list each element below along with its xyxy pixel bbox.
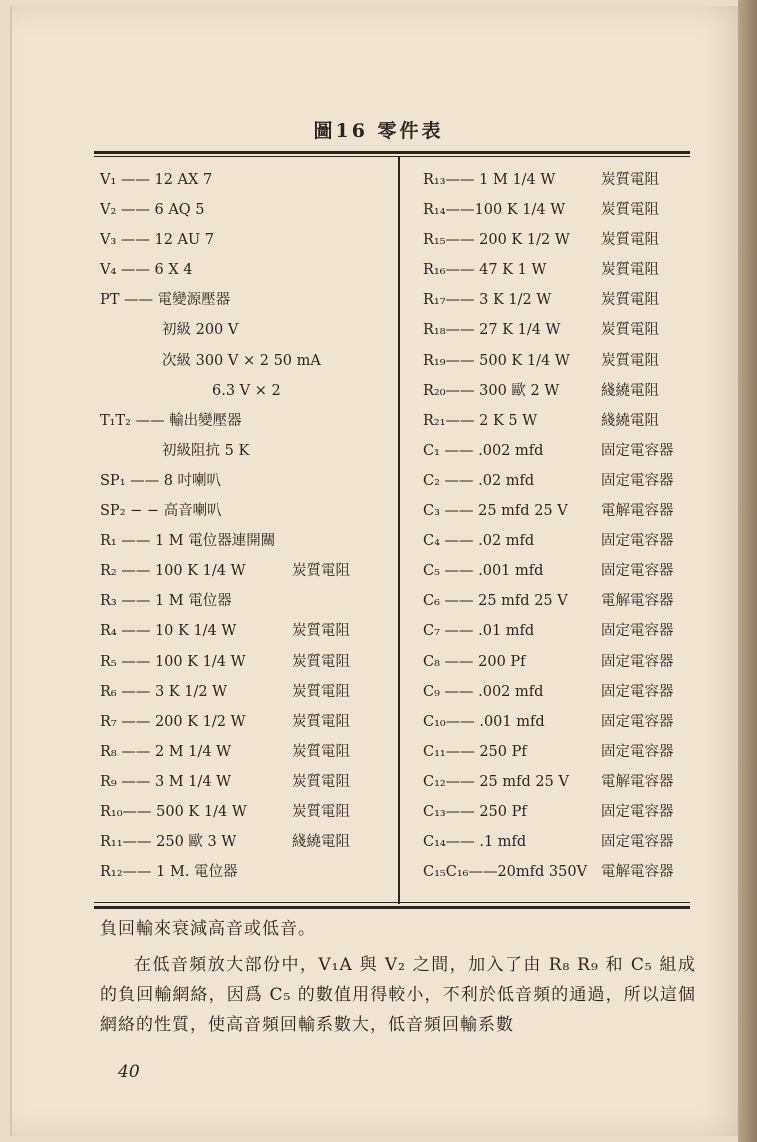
figure-title: 圖16 零件表 <box>313 120 444 142</box>
part-row <box>423 647 685 677</box>
part-row <box>100 315 390 345</box>
part-spec: V₃ —— 12 AU 7 <box>100 232 215 249</box>
part-type: 固定電容器 <box>601 623 674 640</box>
part-spec: R₁₂—— 1 M. 電位器 <box>100 864 238 881</box>
part-row <box>423 556 685 586</box>
part-row <box>100 195 390 225</box>
part-type: 固定電容器 <box>601 683 674 700</box>
part-spec: R₁₁—— 250 歐 3 W <box>100 834 237 851</box>
part-row <box>423 466 685 496</box>
part-type: 炭質電阻 <box>292 803 350 820</box>
part-type: 固定電容器 <box>601 472 674 489</box>
part-spec: C₉ —— .002 mfd <box>423 683 544 700</box>
part-spec: SP₁ —— 8 吋喇叭 <box>100 472 222 489</box>
part-row <box>100 376 390 406</box>
part-row <box>100 496 390 526</box>
part-row <box>423 737 685 767</box>
part-row <box>423 707 685 737</box>
part-row <box>423 496 685 526</box>
part-spec: C₇ —— .01 mfd <box>423 623 535 640</box>
body-paragraph-1: 負回輸來衰減高音或低音。 <box>100 919 316 939</box>
part-row <box>100 466 390 496</box>
part-row <box>423 255 685 285</box>
part-spec: 次級 300 V × 2 50 mA <box>162 352 321 369</box>
part-spec: R₁ —— 1 M 電位器連開關 <box>100 533 276 550</box>
parts-list-left <box>100 165 390 887</box>
part-spec: V₁ —— 12 AX 7 <box>100 172 213 188</box>
part-spec: C₅ —— .001 mfd <box>423 563 544 580</box>
part-spec: C₁₀—— .001 mfd <box>423 713 545 730</box>
part-spec: PT —— 電變源壓器 <box>100 292 231 309</box>
part-row <box>423 346 685 376</box>
part-type: 固定電容器 <box>601 442 674 459</box>
table-column-divider <box>398 156 400 904</box>
part-type: 炭質電阻 <box>601 232 659 249</box>
part-row <box>100 857 390 887</box>
part-row <box>100 556 390 586</box>
part-type: 電解電容器 <box>601 593 674 610</box>
part-spec: C₈ —— 200 Pf <box>423 653 526 670</box>
part-row <box>423 767 685 797</box>
part-spec: R₁₇—— 3 K 1/2 W <box>423 292 552 309</box>
part-type: 固定電容器 <box>601 533 674 550</box>
part-spec: R₉ —— 3 M 1/4 W <box>100 773 232 790</box>
part-spec: C₆ —— 25 mfd 25 V <box>423 593 568 610</box>
part-spec: C₁₁—— 250 Pf <box>423 743 527 760</box>
part-spec: R₄ —— 10 K 1/4 W <box>100 623 237 640</box>
part-type: 炭質電阻 <box>292 653 350 670</box>
part-spec: 初級阻抗 5 K <box>162 442 250 459</box>
table-top-rule <box>94 151 690 154</box>
part-type: 炭質電阻 <box>601 172 659 188</box>
part-row <box>423 797 685 827</box>
part-spec: R₂ —— 100 K 1/4 W <box>100 563 246 580</box>
part-type: 綫繞電阻 <box>601 412 659 429</box>
part-row <box>100 767 390 797</box>
part-spec: R₆ —— 3 K 1/2 W <box>100 683 228 700</box>
part-row <box>423 315 685 345</box>
part-spec: T₁T₂ —— 輸出變壓器 <box>100 412 242 429</box>
part-spec: R₁₃—— 1 M 1/4 W <box>423 172 556 188</box>
part-spec: R₁₅—— 200 K 1/2 W <box>423 232 570 249</box>
part-type: 炭質電阻 <box>601 202 659 219</box>
part-type: 炭質電阻 <box>601 352 659 369</box>
part-spec: R₇ —— 200 K 1/2 W <box>100 713 246 730</box>
part-spec: 初級 200 V <box>162 322 239 339</box>
part-row <box>100 647 390 677</box>
part-row <box>423 526 685 556</box>
part-row <box>423 436 685 466</box>
part-row <box>100 586 390 616</box>
part-type: 炭質電阻 <box>292 683 350 700</box>
part-spec: V₄ —— 6 X 4 <box>100 262 193 279</box>
part-row <box>423 195 685 225</box>
part-row <box>100 827 390 857</box>
part-type: 固定電容器 <box>601 834 674 851</box>
part-row <box>423 616 685 646</box>
part-spec: R₅ —— 100 K 1/4 W <box>100 653 246 670</box>
part-type: 固定電容器 <box>601 713 674 730</box>
book-spine <box>738 0 757 1142</box>
part-spec: 6.3 V × 2 <box>212 382 281 399</box>
part-type: 電解電容器 <box>601 864 674 881</box>
parts-list-right <box>423 165 685 887</box>
part-spec: R₈ —— 2 M 1/4 W <box>100 743 232 760</box>
part-type: 炭質電阻 <box>601 262 659 279</box>
table-top-rule-thin <box>94 156 690 157</box>
part-row <box>100 225 390 255</box>
part-row <box>423 406 685 436</box>
part-type: 炭質電阻 <box>292 743 350 760</box>
part-spec: R₂₁—— 2 K 5 W <box>423 412 538 429</box>
table-bottom-rule <box>94 906 690 909</box>
part-row <box>423 285 685 315</box>
part-spec: C₁₅C₁₆——20mfd 350V <box>423 864 588 881</box>
part-row <box>423 376 685 406</box>
part-type: 炭質電阻 <box>292 623 350 640</box>
part-spec: C₁₃—— 250 Pf <box>423 803 527 820</box>
part-row <box>100 285 390 315</box>
part-type: 固定電容器 <box>601 653 674 670</box>
part-type: 綫繞電阻 <box>601 382 659 399</box>
part-type: 固定電容器 <box>601 563 674 580</box>
part-row <box>100 436 390 466</box>
part-row <box>423 827 685 857</box>
part-row <box>100 255 390 285</box>
part-spec: R₂₀—— 300 歐 2 W <box>423 382 560 399</box>
part-spec: R₃ —— 1 M 電位器 <box>100 593 232 610</box>
part-row <box>100 677 390 707</box>
part-row <box>100 707 390 737</box>
part-type: 炭質電阻 <box>292 563 350 580</box>
body-paragraph-2: 在低音頻放大部份中，V₁A 與 V₂ 之間，加入了由 R₈ R₉ 和 C₅ 組成的負回輸網絡，因爲 C₅ 的數值用得較小，不利於低音頻的通過，所以這個網絡的性質，使高音頻回輸系數大，低音頻回輸系數 <box>100 955 696 1035</box>
part-row <box>423 677 685 707</box>
part-type: 炭質電阻 <box>292 713 350 730</box>
part-spec: R₁₆—— 47 K 1 W <box>423 262 547 279</box>
part-row <box>423 165 685 195</box>
part-type: 固定電容器 <box>601 743 674 760</box>
part-spec: R₁₀—— 500 K 1/4 W <box>100 803 247 820</box>
part-type: 綫繞電阻 <box>292 834 350 851</box>
part-spec: C₄ —— .02 mfd <box>423 533 535 550</box>
part-type: 炭質電阻 <box>601 292 659 309</box>
part-row <box>423 857 685 887</box>
part-row <box>423 586 685 616</box>
part-spec: C₁ —— .002 mfd <box>423 442 544 459</box>
part-spec: C₁₄—— .1 mfd <box>423 834 527 851</box>
part-spec: V₂ —— 6 AQ 5 <box>100 202 205 219</box>
part-type: 炭質電阻 <box>601 322 659 339</box>
part-row <box>100 346 390 376</box>
part-spec: R₁₉—— 500 K 1/4 W <box>423 352 570 369</box>
part-row <box>100 165 390 195</box>
part-type: 炭質電阻 <box>292 773 350 790</box>
part-row <box>100 616 390 646</box>
part-row <box>423 225 685 255</box>
part-type: 電解電容器 <box>601 773 674 790</box>
part-row <box>100 406 390 436</box>
part-type: 電解電容器 <box>601 503 674 520</box>
part-row <box>100 526 390 556</box>
part-row <box>100 797 390 827</box>
part-spec: C₁₂—— 25 mfd 25 V <box>423 773 569 790</box>
part-row <box>100 737 390 767</box>
page-number: 40 <box>118 1062 140 1082</box>
part-spec: R₁₄——100 K 1/4 W <box>423 202 566 219</box>
part-type: 固定電容器 <box>601 803 674 820</box>
part-spec: SP₂ − − 高音喇叭 <box>100 503 222 520</box>
part-spec: C₃ —— 25 mfd 25 V <box>423 503 568 520</box>
part-spec: C₂ —— .02 mfd <box>423 472 535 489</box>
part-spec: R₁₈—— 27 K 1/4 W <box>423 322 561 339</box>
table-bottom-rule-thin <box>94 902 690 903</box>
